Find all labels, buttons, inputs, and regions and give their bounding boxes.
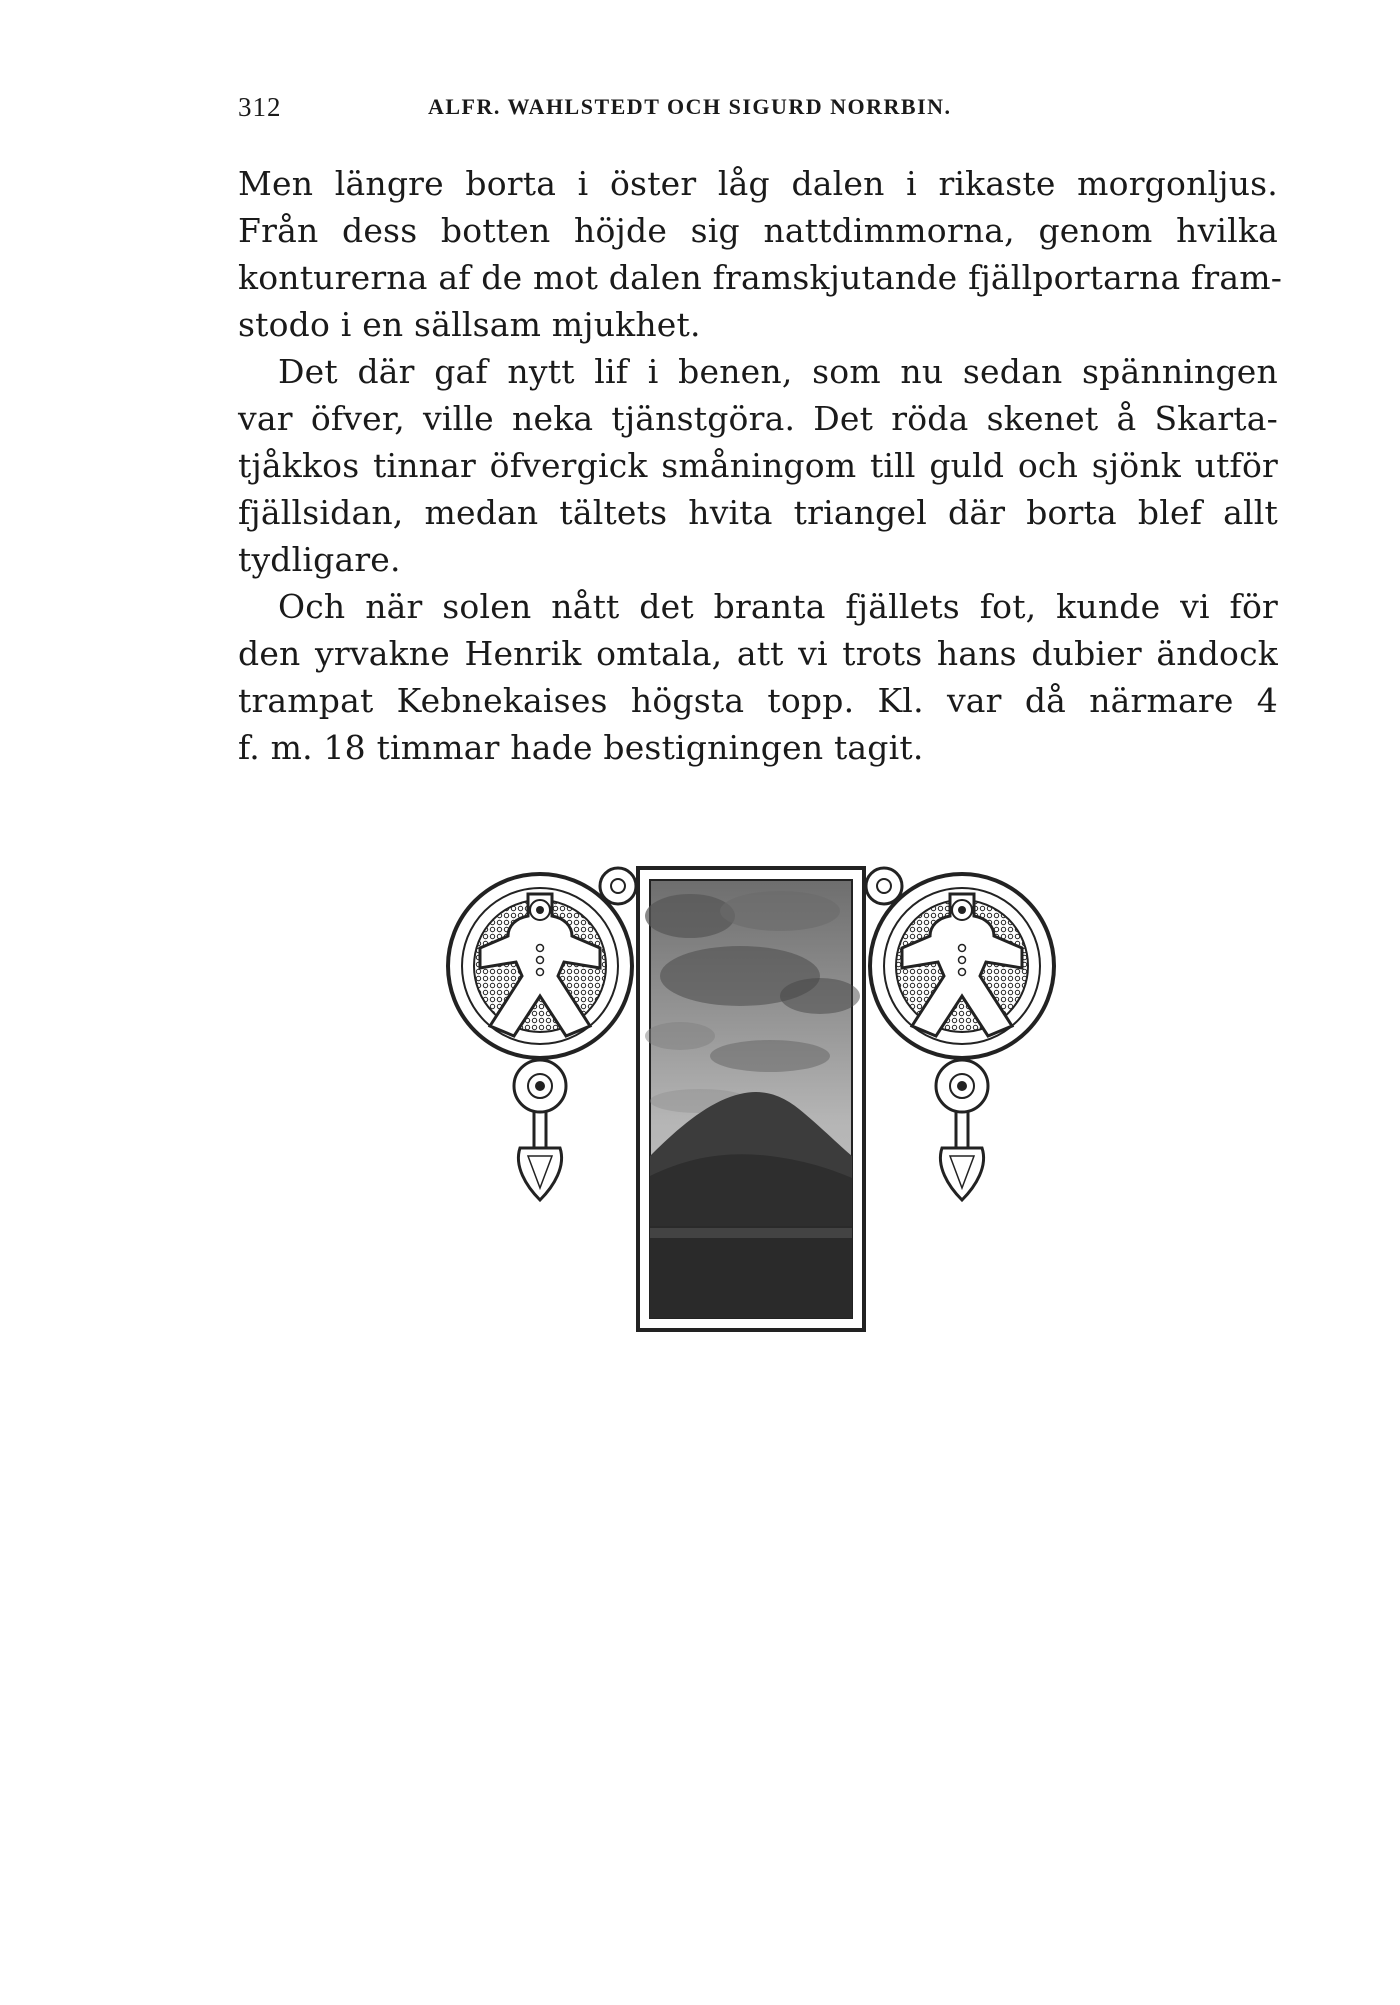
text-line: fjällsidan, medan tältets hvita triangel där borta blef allt — [238, 493, 1278, 532]
text-line: Och när solen nått det branta fjällets fot, kunde vi för — [278, 587, 1278, 626]
body-text — [238, 160, 1283, 771]
decorative-illustration — [440, 856, 1060, 1336]
text-line: tjåkkos tinnar öfvergick småningom till guld och sjönk utför — [238, 446, 1278, 485]
left-brooch — [448, 874, 632, 1200]
text-line: stodo i en sällsam mjukhet. — [238, 305, 701, 344]
text-line: konturerna af de mot dalen framskjutande fjällportarna fram- — [238, 258, 1283, 297]
brooch-mountain-illustration — [440, 856, 1060, 1336]
text-line: f. m. 18 timmar hade bestigningen tagit. — [238, 728, 924, 767]
right-brooch — [870, 874, 1054, 1200]
running-title: ALFR. WAHLSTEDT OCH SIGURD NORRBIN. — [428, 94, 952, 119]
text-line: Från dess botten höjde sig nattdimmorna, genom hvilka — [238, 211, 1278, 250]
text-line: trampat Kebnekaises högsta topp. Kl. var då närmare 4 — [238, 681, 1278, 720]
text-line: Det där gaf nytt lif i benen, som nu sedan spänningen — [278, 352, 1278, 391]
text-line: Men längre borta i öster låg dalen i rikaste morgonljus. — [238, 164, 1278, 203]
text-line: den yrvakne Henrik omtala, att vi trots hans dubier ändock — [238, 634, 1278, 673]
text-line: var öfver, ville neka tjänstgöra. Det röda skenet å Skarta- — [238, 399, 1278, 438]
text-line: tydligare. — [238, 540, 401, 579]
running-head — [238, 92, 1098, 132]
page-number: 312 — [238, 92, 282, 122]
mountain-photo — [638, 868, 864, 1330]
